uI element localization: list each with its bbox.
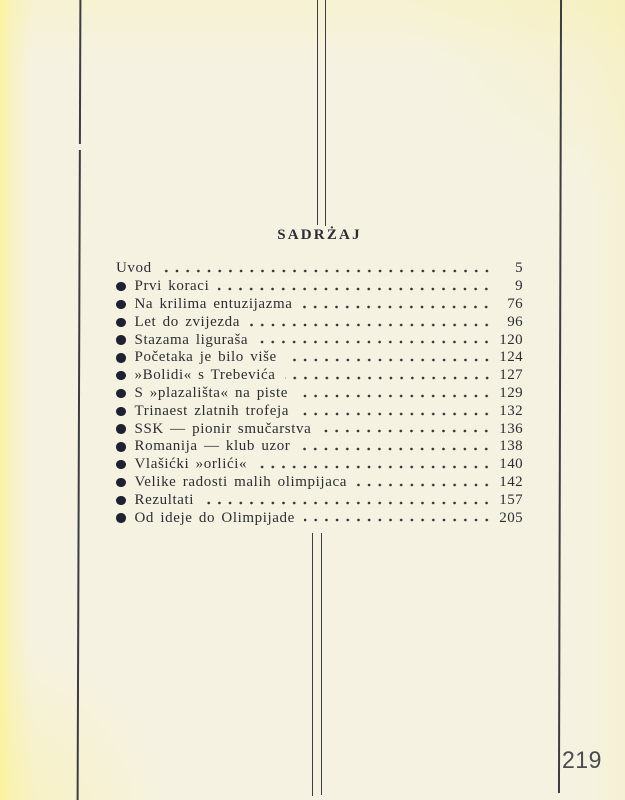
dot-leader-icon [277, 349, 493, 367]
toc-entry-page: 124 [499, 349, 523, 366]
bullet-icon [116, 389, 126, 399]
bullet-icon [116, 407, 126, 417]
dot-leader-icon [347, 474, 493, 492]
toc-entry-page: 132 [499, 402, 523, 419]
dot-leader-icon [248, 331, 493, 349]
toc-entry-label: SSK — pionir smučarstva [134, 420, 312, 437]
center-bottom-double-rule-right [321, 533, 323, 795]
dot-leader-icon [289, 402, 493, 420]
toc-entry-row [116, 331, 523, 349]
bullet-icon [116, 496, 126, 506]
toc-entry-label: Početaka je bilo više [134, 349, 277, 366]
toc-entry-label: Let do zvijezda [134, 313, 240, 330]
right-vertical-rule [557, 0, 561, 793]
bullet-icon [116, 442, 126, 452]
bullet-icon [116, 353, 126, 363]
page-number: 219 [562, 747, 602, 774]
dot-leader-icon [311, 420, 493, 438]
toc-entry-row [116, 438, 523, 456]
toc-entry-label: Trinaest zlatnih trofeja [134, 402, 289, 419]
toc-title: SADRŻAJ [277, 227, 362, 243]
dot-leader-icon [240, 313, 493, 331]
bullet-icon [116, 371, 126, 381]
bullet-icon [116, 318, 126, 328]
dot-leader-icon [194, 491, 493, 509]
toc-entry-row [116, 420, 523, 438]
toc-entry-row [116, 278, 523, 296]
bullet-icon [116, 513, 126, 523]
toc-entry-page: 96 [507, 313, 523, 330]
toc-entry-row [116, 313, 523, 331]
toc-entry-page: 127 [499, 367, 523, 384]
toc-entry-page: 76 [507, 295, 523, 312]
dot-leader-icon [247, 456, 493, 474]
toc-entry-label: Rezultati [134, 491, 195, 508]
toc-entry-label: Na krilima entuzijazma [134, 295, 293, 312]
toc-entry-label: Stazama liguraša [134, 331, 249, 348]
bullet-icon [116, 478, 126, 488]
center-top-double-rule-right [325, 0, 327, 226]
toc-entry-row [116, 474, 523, 492]
left-vertical-rule [77, 0, 81, 800]
toc-entry-label: »Bolidi« s Trebevića [134, 367, 276, 384]
center-bottom-double-rule-left [312, 533, 313, 796]
dot-leader-icon [290, 438, 493, 456]
toc-entry-row [116, 349, 523, 367]
toc-entry-page: 157 [499, 491, 523, 508]
dot-leader-icon [276, 367, 493, 385]
toc-entry-label: Vlašićki »orlići« [134, 456, 248, 473]
toc-entry-row [116, 509, 523, 527]
toc-entry-row [116, 296, 523, 314]
toc-entry-label: Uvod [116, 260, 152, 277]
toc-entry-page: 120 [499, 331, 523, 348]
toc-entry-row [116, 367, 523, 385]
toc-entry-page: 205 [499, 509, 523, 526]
toc-entry-label: Od ideje do Olimpijade [134, 509, 295, 526]
dot-leader-icon [152, 260, 493, 278]
bullet-icon [116, 460, 126, 470]
toc-entry-page: 142 [499, 473, 523, 490]
toc-entry-page: 129 [499, 384, 523, 401]
bullet-icon [116, 424, 126, 434]
toc-entry-row [116, 456, 523, 474]
toc-entry-page: 140 [499, 456, 523, 473]
toc-entry-page: 138 [499, 438, 523, 455]
toc-list [116, 260, 523, 527]
bullet-icon [116, 335, 126, 345]
toc-entry-page: 136 [499, 420, 523, 437]
toc-entry-page: 5 [515, 260, 523, 277]
toc-entry-page: 9 [515, 278, 523, 295]
dot-leader-icon [295, 509, 493, 527]
dot-leader-icon [288, 385, 493, 403]
toc-entry-label: Velike radosti malih olimpijaca [134, 473, 347, 490]
bullet-icon [116, 282, 126, 292]
dot-leader-icon [292, 296, 493, 314]
dot-leader-icon [209, 278, 493, 296]
toc-entry-row [116, 491, 523, 509]
toc-entry-label: Romanija — klub uzor [134, 438, 291, 455]
center-top-double-rule-left [317, 0, 318, 225]
toc-entry-label: Prvi koraci [134, 278, 210, 295]
toc-entry-row [116, 402, 523, 420]
toc-entry-row [116, 260, 523, 278]
toc-entry-row [116, 385, 523, 403]
bullet-icon [116, 300, 126, 310]
toc-entry-label: S »plazališta« na piste [134, 384, 289, 401]
